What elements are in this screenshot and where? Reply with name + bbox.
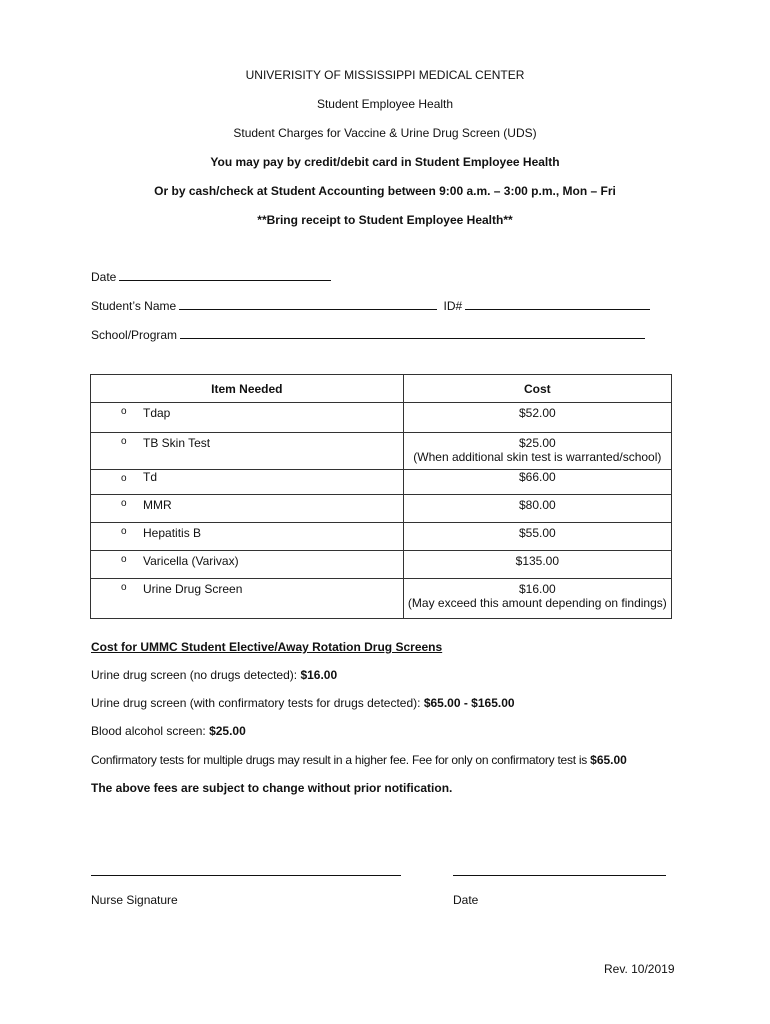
item-note: (When additional skin test is warranted/school) — [413, 450, 662, 464]
item-cost: $80.00 — [518, 498, 556, 512]
item-note: (May exceed this amount depending on findings) — [407, 596, 667, 610]
elective-line-blood-alcohol — [91, 724, 246, 738]
cost-header: Cost — [403, 375, 671, 403]
payment-cash-note: Or by cash/check at Student Accounting between 9:00 a.m. – 3:00 p.m., Mon – Fri — [154, 184, 616, 198]
elective-line-confirmatory — [91, 696, 515, 710]
checkbox-bullet[interactable]: o — [121, 498, 127, 509]
nurse-signature-label: Nurse Signature — [91, 893, 178, 907]
elective-heading: Cost for UMMC Student Elective/Away Rotation Drug Screens — [91, 640, 443, 654]
table-row — [91, 495, 672, 523]
document-subtitle: Student Charges for Vaccine & Urine Drug Screen (UDS) — [233, 126, 537, 140]
item-name: Hepatitis B — [143, 526, 202, 540]
date-label: Date — [91, 270, 117, 284]
elective-line-text: Urine drug screen (with confirmatory tests for drugs detected): — [91, 696, 424, 710]
item-needed-header: Item Needed — [91, 375, 404, 403]
institution-title: UNIVERISITY OF MISSISSIPPI MEDICAL CENTER — [245, 68, 525, 82]
id-blank[interactable] — [465, 298, 650, 310]
item-name: Tdap — [143, 406, 171, 420]
revision-label: Rev. 10/2019 — [604, 962, 675, 976]
checkbox-bullet[interactable]: o — [121, 554, 127, 565]
checkbox-bullet[interactable]: o — [121, 473, 127, 484]
item-name: MMR — [143, 498, 172, 512]
item-name: Td — [143, 470, 158, 484]
checkbox-bullet[interactable]: o — [121, 406, 127, 417]
table-row — [91, 403, 672, 433]
table-row — [91, 470, 672, 495]
elective-line-text: Blood alcohol screen: — [91, 724, 210, 738]
item-cost: $16.00 — [518, 582, 556, 596]
elective-line-no-drugs — [91, 668, 337, 682]
item-name: Urine Drug Screen — [143, 582, 243, 596]
table-header-row — [91, 375, 672, 403]
fees-table — [90, 374, 672, 619]
item-cost: $52.00 — [518, 406, 556, 420]
table-row — [91, 523, 672, 551]
student-name-label: Student’s Name — [91, 299, 177, 313]
elective-line-value: $16.00 — [300, 668, 338, 682]
program-blank[interactable] — [180, 327, 645, 339]
checkbox-bullet[interactable]: o — [121, 582, 127, 593]
item-name: Varicella (Varivax) — [143, 554, 239, 568]
signature-date-line[interactable] — [453, 875, 666, 876]
item-cost: $25.00 — [518, 436, 556, 450]
table-row — [91, 579, 672, 619]
item-name: TB Skin Test — [143, 436, 211, 450]
elective-line-text: Urine drug screen (no drugs detected): — [91, 668, 301, 682]
program-label: School/Program — [91, 328, 178, 342]
item-cost: $66.00 — [518, 470, 556, 484]
elective-line-value: $65.00 — [590, 753, 627, 767]
checkbox-bullet[interactable]: o — [121, 526, 127, 537]
item-cost: $135.00 — [515, 554, 560, 568]
id-label: ID# — [443, 299, 463, 313]
elective-line-value: $25.00 — [209, 724, 246, 738]
elective-line-multiple-drugs — [91, 753, 627, 767]
table-row — [91, 551, 672, 579]
receipt-note: **Bring receipt to Student Employee Health** — [257, 213, 513, 227]
fee-change-notice: The above fees are subject to change without prior notification. — [91, 781, 453, 795]
student-name-blank[interactable] — [179, 298, 437, 310]
name-field-row — [91, 298, 650, 313]
checkbox-bullet[interactable]: o — [121, 436, 127, 447]
elective-line-value: $65.00 - $165.00 — [423, 696, 515, 710]
item-cost: $55.00 — [518, 526, 556, 540]
program-field-row — [91, 327, 645, 342]
payment-card-note: You may pay by credit/debit card in Student Employee Health — [210, 155, 560, 169]
date-field-row — [91, 269, 331, 284]
table-row — [91, 433, 672, 470]
signature-date-label: Date — [453, 893, 479, 907]
nurse-signature-line[interactable] — [91, 875, 401, 876]
elective-line-text: Confirmatory tests for multiple drugs may result in a higher fee. Fee for only on confirmatory test is — [91, 753, 591, 767]
date-blank[interactable] — [119, 269, 331, 281]
department-title: Student Employee Health — [316, 97, 454, 111]
